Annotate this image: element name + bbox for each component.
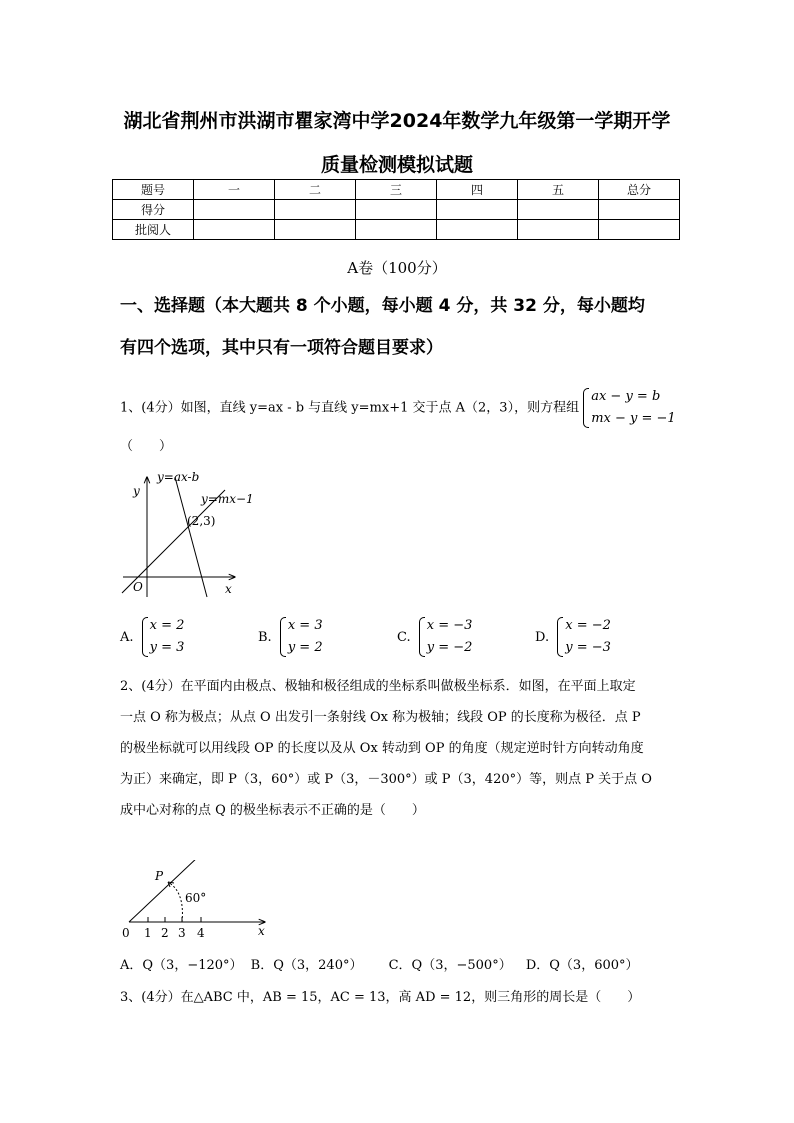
- option-b-eq-2: y = 2: [287, 640, 323, 655]
- score-cell: [518, 220, 599, 240]
- volume-label: A卷（100分）: [347, 259, 447, 277]
- score-row-label: 批阅人: [113, 220, 194, 240]
- question-1-system: [583, 386, 675, 430]
- score-cell: [599, 200, 680, 220]
- tick-label-3: 3: [178, 926, 186, 940]
- score-table: [112, 179, 680, 240]
- option-c-eq-1: x = −3: [426, 618, 473, 633]
- option-d-eq-1: x = −2: [565, 618, 611, 633]
- question-3-text: 3、(4分）在△ABC 中，AB = 15，AC = 13，高 AD = 12，则三角形的周长是（ ）: [120, 990, 641, 1005]
- option-d-label: D.: [535, 629, 550, 645]
- option-b[interactable]: [258, 615, 323, 659]
- option-c-eq-2: y = −2: [426, 640, 473, 655]
- point-p-label: P: [155, 869, 164, 883]
- system-eq-2: mx − y = −1: [591, 411, 676, 426]
- section-heading-line1: 一、选择题（本大题共 8 个小题，每小题 4 分，共 32 分，每小题均: [120, 296, 645, 316]
- question-1-stem: 1、(4分）如图，直线 y=ax - b 与直线 y=mx+1 交于点 A（2，3），则方程组: [120, 400, 580, 416]
- score-header-cell: 四: [437, 180, 518, 200]
- line-mx-1-label: y=mx−1: [201, 492, 254, 506]
- tick-label-1: 1: [144, 926, 152, 940]
- score-table-header-row: [113, 180, 680, 200]
- x-axis-label: x: [225, 582, 232, 596]
- option-d-system: [557, 615, 611, 659]
- question-2-line: 一点 O 称为极点；从点 O 出发引一条射线 Ox 称为极轴；线段 OP 的长度称为极径．点 P: [120, 710, 641, 725]
- score-table-row: [113, 200, 680, 220]
- score-cell: [356, 220, 437, 240]
- score-header-cell: 五: [518, 180, 599, 200]
- system-eq-1: ax − y = b: [591, 389, 661, 404]
- tick-label-0: 0: [122, 926, 130, 940]
- doc-title-line2: 质量检测模拟试题: [320, 154, 473, 176]
- score-cell: [275, 200, 356, 220]
- option-a[interactable]: [120, 615, 184, 659]
- question-2-text: [120, 671, 680, 826]
- option-c[interactable]: C．Q（3，−500°）: [388, 958, 512, 973]
- score-header-cell: 总分: [599, 180, 680, 200]
- score-cell: [599, 220, 680, 240]
- intersection-label: (2,3): [187, 514, 216, 528]
- option-a-system: [142, 615, 185, 659]
- question-1-graph: [115, 465, 255, 605]
- question-2-line: 为正）来确定，即 P（3，60°）或 P（3，－300°）或 P（3，420°）等，则点 P 关于点 O: [120, 772, 652, 787]
- option-d[interactable]: [535, 615, 611, 659]
- question-2-graph: [115, 860, 280, 945]
- option-b-system: [280, 615, 323, 659]
- option-a[interactable]: A．Q（3，−120°）: [120, 958, 243, 973]
- score-cell: [194, 200, 275, 220]
- option-b[interactable]: B．Q（3，240°）: [250, 958, 363, 973]
- line-ax-b-label: y=ax-b: [157, 470, 200, 484]
- score-cell: [194, 220, 275, 240]
- score-cell: [356, 200, 437, 220]
- score-cell: [437, 220, 518, 240]
- score-row-label: 得分: [113, 200, 194, 220]
- question-2-line: 2、(4分）在平面内由极点、极轴和极径组成的坐标系叫做极坐标系．如图，在平面上取定: [120, 679, 636, 694]
- score-cell: [437, 200, 518, 220]
- doc-title-line1: 湖北省荆州市洪湖市瞿家湾中学2024年数学九年级第一学期开学: [123, 110, 671, 132]
- option-c[interactable]: [397, 615, 472, 659]
- score-cell: [518, 200, 599, 220]
- option-a-eq-2: y = 3: [149, 640, 185, 655]
- question-1-paren: （ ）: [120, 439, 173, 454]
- score-header-cell: 三: [356, 180, 437, 200]
- y-axis-label: y: [133, 484, 140, 498]
- angle-arc: [168, 882, 182, 922]
- option-c-system: [419, 615, 473, 659]
- option-b-eq-1: x = 3: [287, 618, 323, 633]
- score-header-cell: 题号: [113, 180, 194, 200]
- option-d[interactable]: D．Q（3，600°）: [525, 958, 639, 973]
- question-2-options: [120, 950, 639, 981]
- tick-label-4: 4: [197, 926, 205, 940]
- score-cell: [275, 220, 356, 240]
- option-a-label: A.: [120, 629, 134, 645]
- option-c-label: C.: [397, 629, 411, 645]
- option-a-eq-1: x = 2: [149, 618, 185, 633]
- angle-label: 60°: [185, 891, 207, 905]
- question-2-line: 成中心对称的点 Q 的极坐标表示不正确的是（ ）: [120, 803, 425, 818]
- origin-label: O: [133, 580, 143, 594]
- option-b-label: B.: [258, 629, 272, 645]
- question-2-line: 的极坐标就可以用线段 OP 的长度以及从 Ox 转动到 OP 的角度（规定逆时针方向转动角度: [120, 741, 644, 756]
- score-table-row: [113, 220, 680, 240]
- question-1-text: [120, 386, 676, 430]
- score-header-cell: 二: [275, 180, 356, 200]
- polar-axis-label: x: [258, 924, 265, 938]
- section-heading-line2: 有四个选项，其中只有一项符合题目要求）: [120, 338, 443, 358]
- score-header-cell: 一: [194, 180, 275, 200]
- option-d-eq-2: y = −3: [565, 640, 611, 655]
- tick-label-2: 2: [161, 926, 169, 940]
